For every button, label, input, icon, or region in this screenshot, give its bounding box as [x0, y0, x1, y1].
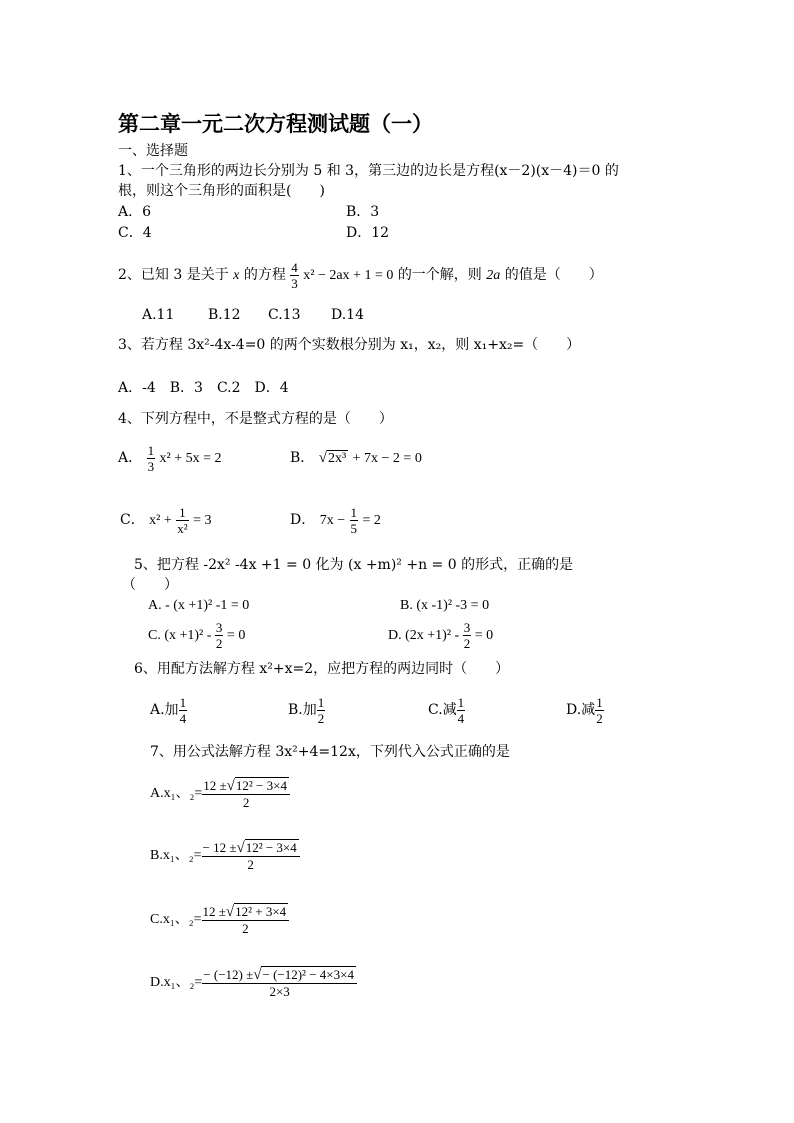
q4-option-c: C． x² + $\frac{1}{\text{x²}}$ = 3 — [120, 504, 212, 536]
q7-a-fraction: $\frac{\text{12 ±√12² − 3×4}}{2}$ — [202, 778, 290, 810]
q4-option-a: A． $\frac{1}{3}$ x² + 5x = 2 — [118, 442, 222, 474]
q2-post: 的一个解，则 — [397, 267, 482, 283]
q2-pre: 2、已知 3 是关于 — [118, 267, 229, 283]
q7-option-c: C.x₁、₂= $\frac{\text{12 ±√12² + 3×4}}{2}$ — [150, 900, 289, 940]
q2-mid: 的方程 — [243, 267, 286, 283]
q7-option-a: A.x₁、₂= $\frac{\text{12 ±√12² − 3×4}}{2}$ — [150, 774, 290, 814]
q2-equation: x² − 2ax + 1 = 0 — [303, 268, 394, 283]
q5-d-fraction: $\frac{3}{2}$ — [463, 620, 471, 652]
q5-option-d: D. (2x +1)² - $\frac{3}{2}$ = 0 — [388, 620, 494, 652]
q5-option-b: B. (x -1)² -3 = 0 — [400, 598, 490, 613]
q5-stem-line2: （ ） — [122, 577, 178, 593]
q5-stem-line1: 5、把方程 -2x² -4x +1 = 0 化为 (x +m)² +n = 0 的形式，正确的是 — [134, 557, 574, 573]
q7-stem: 7、用公式法解方程 3x²+4=12x，下列代入公式正确的是 — [150, 744, 510, 760]
q4-b-radicand: 2x³ — [327, 451, 347, 466]
q5-option-a: A. - (x +1)² -1 = 0 — [148, 598, 250, 613]
q6-stem: 6、用配方法解方程 x²+x=2，应把方程的两边同时（ ） — [134, 661, 510, 677]
q2-stem — [118, 258, 603, 293]
q4-a-fraction: $\frac{1}{3}$ — [147, 442, 155, 474]
q7-d-fraction: $\frac{\text{− (−12) ±√− (−12)² − 4×3×4}}{2\times 3}$ — [202, 967, 357, 999]
q3-options: A．-4 B．3 C.2 D．4 — [118, 380, 289, 396]
q6-b-fraction: $\frac{1}{2}$ — [317, 694, 325, 726]
page-title: 第二章一元二次方程测试题（一） — [118, 112, 433, 136]
q6-a-fraction: $\frac{1}{4}$ — [179, 694, 187, 726]
q1-stem-line1: 1、一个三角形的两边长分别为 5 和 3，第三边的边长是方程(x－2)(x－4)＝0 的 — [118, 163, 619, 179]
q6-option-b: B.加 $\frac{1}{2}$ — [288, 694, 325, 726]
q6-c-fraction: $\frac{1}{4}$ — [457, 694, 465, 726]
q2-fraction: $\frac{4}{3}$ — [291, 259, 298, 291]
q6-option-c: C.减 $\frac{1}{4}$ — [428, 694, 465, 726]
q2-option-c: C.13 — [268, 307, 301, 323]
q6-option-a: A.加 $\frac{1}{4}$ — [150, 694, 187, 726]
q4-stem: 4、下列方程中，不是整式方程的是（ ） — [118, 411, 393, 427]
q7-b-fraction: $\frac{\text{− 12 ±√12² − 3×4}}{2}$ — [202, 840, 300, 872]
q3-stem: 3、若方程 3x²-4x-4=0 的两个实数根分别为 x₁，x₂，则 x₁+x₂=（ ） — [118, 337, 581, 353]
section-heading: 一、选择题 — [118, 143, 188, 159]
q7-option-d: D.x₁、₂= $\frac{\text{− (−12) ±√− (−12)² − 4×3×4}}{2\times 3}$ — [150, 963, 357, 1003]
q1-option-b: B．3 — [346, 204, 380, 220]
q4-d-fraction: $\frac{1}{5}$ — [350, 504, 358, 536]
q2-option-a: A.11 — [142, 307, 175, 323]
q1-stem-line2: 根，则这个三角形的面积是( ) — [118, 183, 325, 199]
q7-c-fraction: $\frac{\text{12 ±√12² + 3×4}}{2}$ — [202, 904, 290, 936]
q2-expr: 2a — [486, 268, 501, 283]
q6-d-fraction: $\frac{1}{2}$ — [596, 694, 603, 726]
q1-option-d: D．12 — [346, 225, 390, 241]
q4-option-d: D． 7x − $\frac{1}{5}$ = 2 — [290, 504, 381, 536]
q7-option-b: B.x₁、₂= $\frac{\text{− 12 ±√12² − 3×4}}{2}$ — [150, 836, 300, 876]
q6-option-d: D.减 $\frac{1}{2}$ — [566, 694, 603, 726]
q4-option-b: B． √2x³ + 7x − 2 = 0 — [290, 450, 422, 466]
q2-var-x: x — [233, 268, 240, 283]
q2-option-d: D.14 — [331, 307, 364, 323]
q1-option-a: A．6 — [118, 204, 152, 220]
q2-option-b: B.12 — [208, 307, 241, 323]
q5-c-fraction: $\frac{3}{2}$ — [215, 620, 223, 652]
q1-option-c: C．4 — [118, 225, 152, 241]
q2-tail: 的值是（ ） — [504, 267, 603, 283]
q5-option-c: C. (x +1)² - $\frac{3}{2}$ = 0 — [148, 620, 246, 652]
q4-c-fraction: $\frac{1}{\text{x²}}$ — [177, 504, 188, 536]
